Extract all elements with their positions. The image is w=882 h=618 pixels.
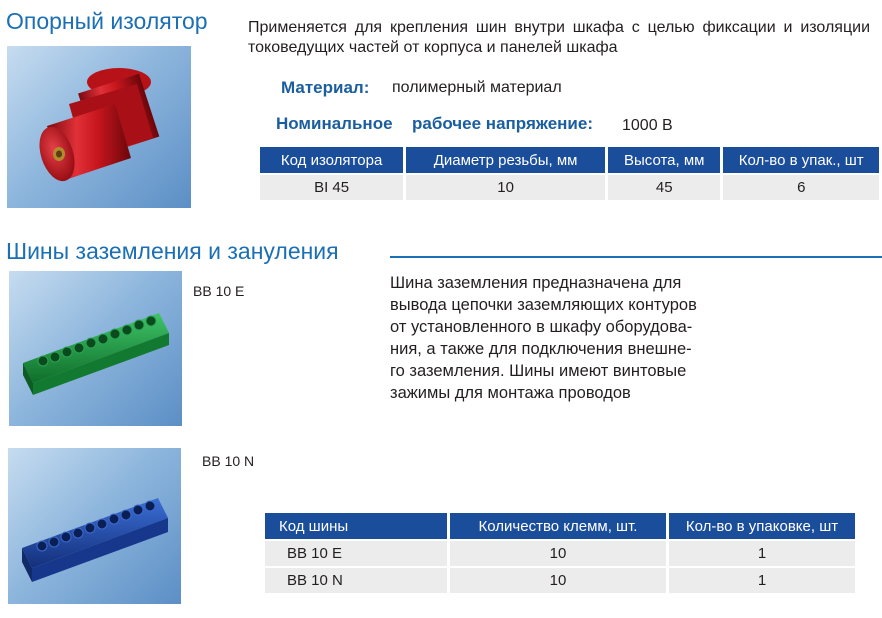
description-line: Шина заземления предназначена для bbox=[390, 274, 682, 292]
col-pack-qty: Кол-во в упаковке, шт bbox=[669, 513, 855, 539]
cell-code: BB 10 N bbox=[265, 568, 447, 593]
voltage-label-working: рабочее напряжение: bbox=[412, 114, 593, 133]
insulator-photo bbox=[7, 46, 191, 208]
material-value: полимерный материал bbox=[392, 79, 562, 96]
insulator-image bbox=[7, 46, 191, 208]
green-bus-code: BB 10 E bbox=[193, 283, 245, 299]
cell-terminals: 10 bbox=[450, 541, 666, 566]
blue-bus-photo bbox=[8, 448, 181, 604]
table-header-row bbox=[260, 147, 879, 173]
table-row bbox=[265, 568, 855, 593]
cell-code: BB 10 E bbox=[265, 541, 447, 566]
description-line: го заземления. Шины имеют винтовые bbox=[390, 362, 687, 380]
insulator-description: Применяется для крепления шин внутри шкафа с целью фиксации и изоляции токоведущих частей от корпуса и панелей шкафа bbox=[248, 19, 870, 56]
cell-qty: 1 bbox=[669, 541, 855, 566]
col-bus-code: Код шины bbox=[265, 513, 447, 539]
busbar-description bbox=[390, 272, 737, 404]
description-line: от установленного в шкафу оборудова- bbox=[390, 318, 693, 336]
col-terminal-count: Количество клемм, шт. bbox=[450, 513, 666, 539]
voltage-value: 1000 В bbox=[622, 117, 673, 134]
cell-code: BI 45 bbox=[260, 175, 403, 200]
green-bus-photo bbox=[9, 271, 182, 426]
busbars-title: Шины заземления и зануления bbox=[6, 238, 339, 264]
table-row bbox=[260, 175, 879, 200]
cell-qty: 1 bbox=[669, 568, 855, 593]
table-row bbox=[265, 541, 855, 566]
busbar-table bbox=[262, 511, 858, 595]
blue-busbar-image bbox=[8, 448, 181, 604]
description-line: ния, а также для подключения внешне- bbox=[390, 340, 692, 358]
title-divider bbox=[390, 256, 882, 258]
description-line: зажимы для монтажа проводов bbox=[390, 384, 631, 402]
cell-terminals: 10 bbox=[450, 568, 666, 593]
cell-diameter: 10 bbox=[406, 175, 605, 200]
insulator-table bbox=[257, 145, 882, 202]
blue-bus-code: BB 10 N bbox=[202, 453, 255, 469]
table-header-row bbox=[265, 513, 855, 539]
col-insulator-code: Код изолятора bbox=[260, 147, 403, 173]
material-label: Материал: bbox=[281, 78, 370, 97]
col-pack-qty: Кол-во в упак., шт bbox=[723, 147, 879, 173]
green-busbar-image bbox=[9, 271, 182, 426]
cell-height: 45 bbox=[608, 175, 720, 200]
insulator-title: Опорный изолятор bbox=[6, 8, 208, 34]
description-line: вывода цепочки заземляющих контуров bbox=[390, 296, 697, 314]
col-height: Высота, мм bbox=[608, 147, 720, 173]
col-thread-diameter: Диаметр резьбы, мм bbox=[406, 147, 605, 173]
voltage-label-nominal: Номинальное bbox=[276, 114, 393, 133]
cell-qty: 6 bbox=[723, 175, 879, 200]
